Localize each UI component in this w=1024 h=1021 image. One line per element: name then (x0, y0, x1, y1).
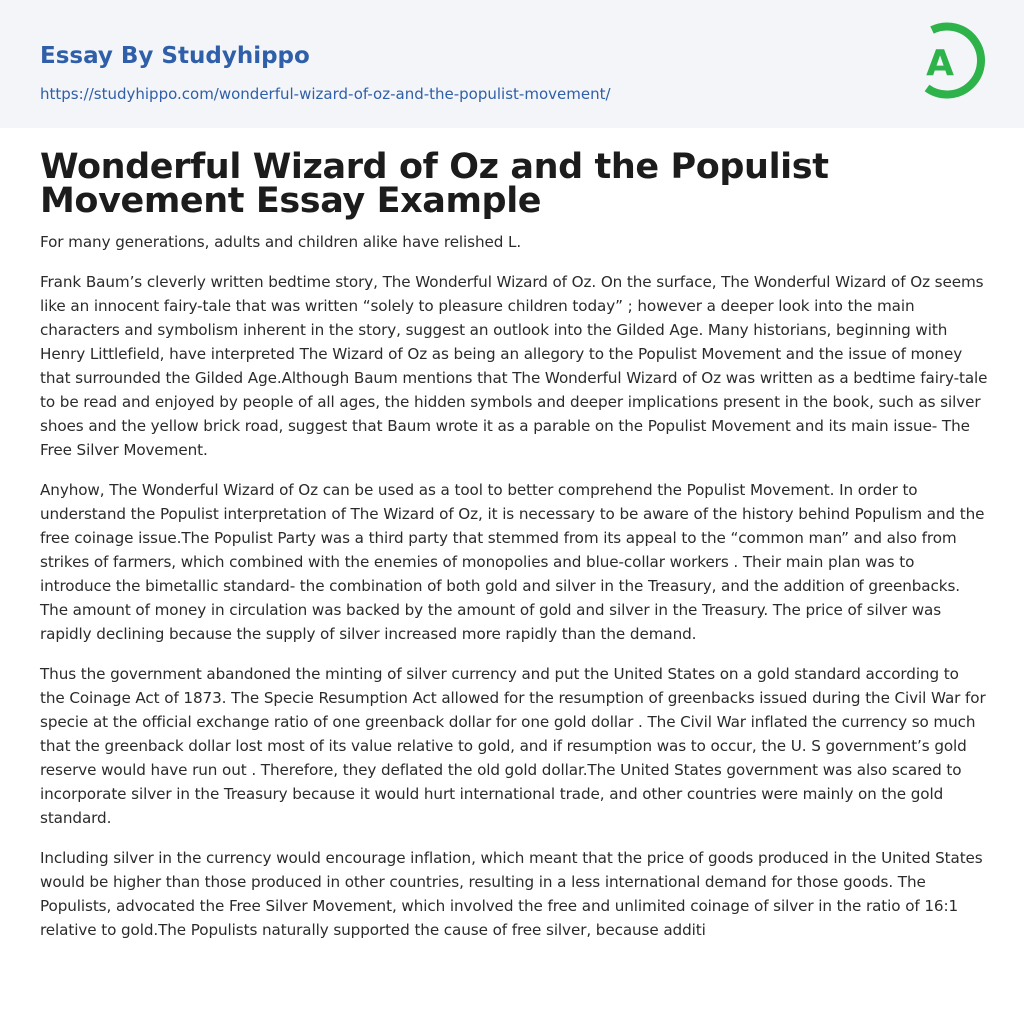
essay-paragraph: Frank Baum’s cleverly written bedtime story, The Wonderful Wizard of Oz. On the surface, The Wonderful Wizard of Oz seems like an innocent fairy-tale that was written “solely to pleasure children today” ; however a deeper look into the main characters and symbolism inherent in the story, suggest an outlook into the Gilded Age. Many historians, beginning with Henry Littlefield, have interpreted The Wizard of Oz as being an allegory to the Populist Movement and the issue of money that surrounded the Gilded Age.Although Baum mentions that The Wonderful Wizard of Oz was written as a bedtime fairy-tale to be read and enjoyed by people of all ages, the hidden symbols and deeper implications present in the book, such as silver shoes and the yellow brick road, suggest that Baum wrote it as a parable on the Populist Movement and its main issue- The Free Silver Movement. (40, 273, 988, 459)
essay-paragraph: Including silver in the currency would encourage inflation, which meant that the price of goods produced in the United States would be higher than those produced in other countries, resulting in a less international demand for those goods. The Populists, advocated the Free Silver Movement, which involved the free and unlimited coinage of silver in the ratio of 16:1 relative to gold.The Populists naturally supported the cause of free silver, because additi (40, 849, 983, 939)
source-url-link[interactable]: https://studyhippo.com/wonderful-wizard-of-oz-and-the-populist-movement/ (40, 85, 611, 103)
studyhippo-logo-icon[interactable] (910, 18, 988, 106)
essay-content (40, 147, 988, 942)
essay-paragraph: Thus the government abandoned the minting of silver currency and put the United States on a gold standard according to the Coinage Act of 1873. The Specie Resumption Act allowed for the resumption of greenbacks issued during the Civil War for specie at the official exchange ratio of one greenback dollar for one gold dollar . The Civil War inflated the currency so much that the greenback dollar lost most of its value relative to gold, and if resumption was to occur, the U. S government’s gold reserve would have run out . Therefore, they deflated the old gold dollar.The United States government was also scared to incorporate silver in the Treasury because it would hurt international trade, and other countries were mainly on the gold standard. (40, 665, 986, 827)
site-title: Essay By Studyhippo (40, 43, 310, 69)
essay-paragraph: For many generations, adults and children alike have relished L. (40, 233, 522, 251)
logo-letter: A (926, 43, 954, 84)
essay-title: Wonderful Wizard of Oz and the Populist Movement Essay Example (40, 147, 829, 221)
page-header (0, 0, 1024, 128)
essay-paragraph: Anyhow, The Wonderful Wizard of Oz can be used as a tool to better comprehend the Populist Movement. In order to understand the Populist interpretation of The Wizard of Oz, it is necessary to be aware of the history behind Populism and the free coinage issue.The Populist Party was a third party that stemmed from its appeal to the “common man” and also from strikes of farmers, which combined with the enemies of monopolies and blue-collar workers . Their main plan was to introduce the bimetallic standard- the combination of both gold and silver in the Treasury, and the addition of greenbacks. The amount of money in circulation was backed by the amount of gold and silver in the Treasury. The price of silver was rapidly declining because the supply of silver increased more rapidly than the demand. (40, 481, 985, 643)
